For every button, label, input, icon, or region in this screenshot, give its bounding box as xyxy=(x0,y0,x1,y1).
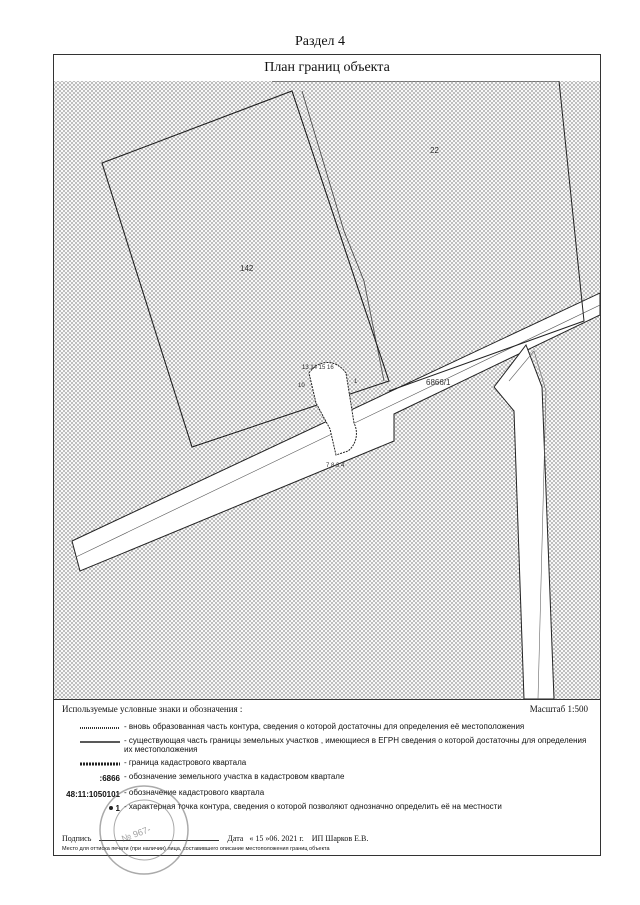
plan-title: План границ объекта xyxy=(54,55,600,82)
legend-symbol-point: 1 xyxy=(58,802,120,814)
legend-header: Используемые условные знаки и обозначения : xyxy=(62,704,243,714)
signature-label: Подпись xyxy=(62,834,92,843)
legend-text: - существующая часть границы земельных участков , имеющиеся в ЕГРН сведения о которой достаточны для определения их местоположения xyxy=(124,736,587,754)
date-value: « 15 »06. 2021 г. xyxy=(249,834,304,843)
label-parcel-142: 142 xyxy=(240,264,254,273)
legend-symbol-quarter-boundary xyxy=(58,758,120,770)
surveyor-name: ИП Шарков Е.В. xyxy=(311,834,369,843)
legend-text: - обозначение кадастрового квартала xyxy=(124,788,265,797)
legend-item xyxy=(58,736,594,756)
stamp-number: № 967- xyxy=(120,824,152,844)
label-points-top: 13 14 15 16 xyxy=(302,365,334,371)
legend-text: - характерная точка контура, сведения о которой позволяют однозначно определить её на местности xyxy=(124,802,502,811)
seal-stamp xyxy=(98,784,190,876)
legend xyxy=(54,699,600,856)
legend-symbol-existing-boundary xyxy=(58,736,120,748)
legend-text: - обозначение земельного участка в кадастровом квартале xyxy=(124,772,345,781)
boundary-map xyxy=(54,81,600,699)
label-parcel-22: 22 xyxy=(430,146,439,155)
plan-frame xyxy=(53,54,601,856)
date-label: Дата xyxy=(227,834,244,843)
label-parcel-6866: 6866/1 xyxy=(426,378,451,387)
legend-symbol-quarter: 48:11:1050101 xyxy=(66,789,120,799)
stamp-footnote: Место для оттиска печати (при наличии) лица, составившего описание местоположения границ объекта xyxy=(62,846,330,852)
legend-symbol-parcel: :6866 xyxy=(99,773,120,783)
label-point-10: 10 xyxy=(298,383,305,389)
legend-item xyxy=(58,722,594,736)
section-title: Раздел 4 xyxy=(294,34,346,49)
label-point-1: 1 xyxy=(354,379,358,385)
map-drawing xyxy=(54,81,600,699)
label-points-bottom: 7 8 3 4 xyxy=(326,463,345,469)
legend-symbol-new-contour xyxy=(58,722,120,734)
legend-text: - граница кадастрового квартала xyxy=(124,758,247,767)
legend-text: - вновь образованная часть контура, сведения о которой достаточны для определения её местоположения xyxy=(124,722,525,731)
scale-label: Масштаб 1:500 xyxy=(529,704,588,714)
legend-item xyxy=(58,758,594,772)
